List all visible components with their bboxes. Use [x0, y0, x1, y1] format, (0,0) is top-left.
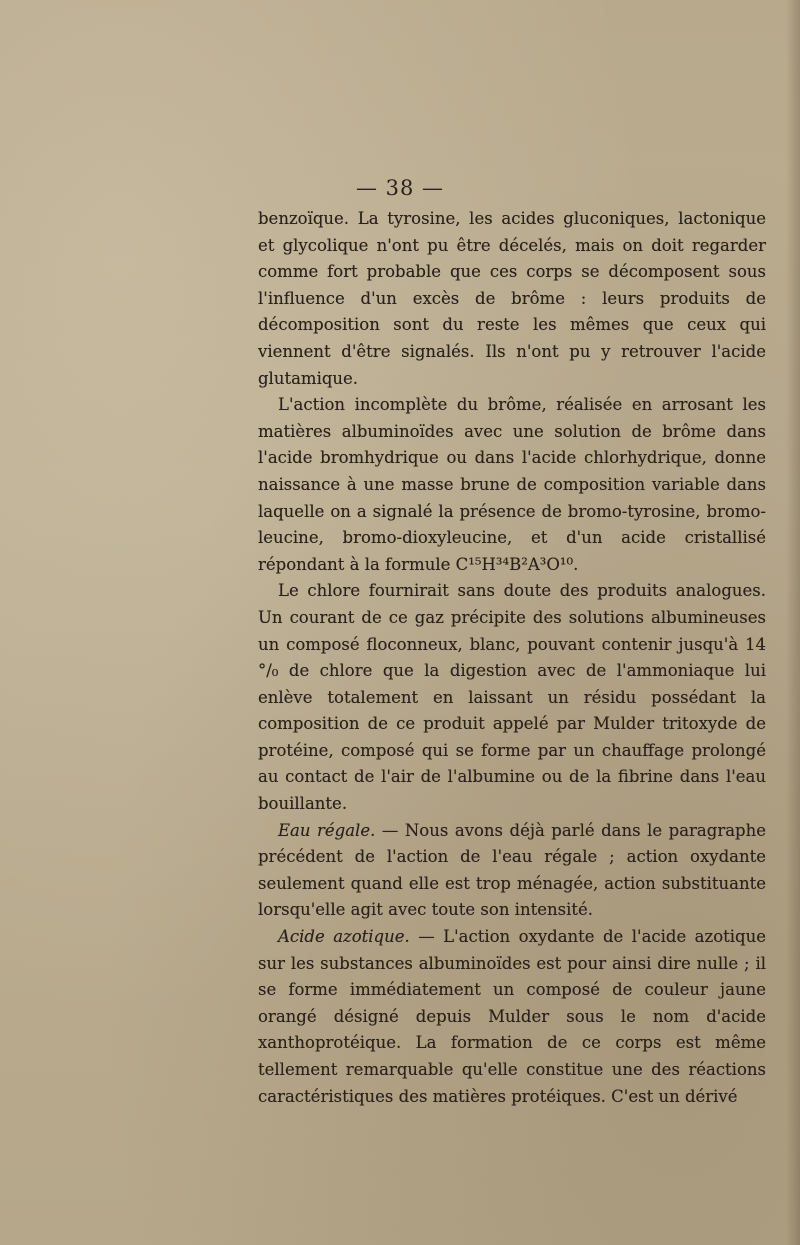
paragraph-5: [258, 924, 766, 1110]
paragraph-1-text: benzoïque. La tyrosine, les acides gluconiques, lactonique et glycolique n'ont pu être décelés, mais on doit regarder comme fort probable que ces corps se décomposent sous l'influence d'un excès de brôme : leurs produits de décomposition sont du reste les mêmes que ceux qui viennent d'être signalés. Ils n'ont pu y retrouver l'acide glutamique.: [258, 209, 766, 388]
paragraph-4-text: — Nous avons déjà parlé dans le paragraphe précédent de l'action de l'eau régale ; action oxydante seulement quand elle est trop ménagée, action substituante lorsqu'elle agit avec toute son intensité.: [258, 820, 767, 920]
paragraph-5-text: — L'action oxydante de l'acide azotique sur les substances albuminoïdes est pour ainsi dire nulle ; il se forme immédiatement un composé de couleur jaune orangé désigné depuis Mulder sous le nom d'acide xanthoprotéique. La formation de ce corps est même tellement remarquable qu'elle constitue une des réactions caractéristiques des matières protéiques. C'est un dérivé: [258, 927, 767, 1106]
paragraph-4: [258, 818, 766, 924]
page-body: [258, 206, 766, 1110]
paragraph-3: [258, 578, 766, 817]
paragraph-3-text: Le chlore fournirait sans doute des produits analogues. Un courant de ce gaz précipite des solutions albumineuses un composé floconneux, blanc, pouvant contenir jusqu'à 14 °/₀ de chlore que la digestion avec de l'ammoniaque lui enlève totalement en laissant un résidu possédant la composition de ce produit appelé par Mulder tritoxyde de protéine, composé qui se forme par un chauffage prolongé au contact de l'air de l'albumine ou de la fibrine dans l'eau bouillante.: [258, 581, 766, 814]
paragraph-2-text: L'action incomplète du brôme, réalisée en arrosant les matières albuminoïdes avec une solution de brôme dans l'acide bromhydrique ou dans l'acide chlorhydrique, donne naissance à une masse brune de composition variable dans laquelle on a signalé la présence de bromo-tyrosine, bromo-leucine, bromo-dioxyleucine, et d'un acide cristallisé répondant à la formule C¹⁵H³⁴B²A³O¹⁰.: [258, 395, 766, 574]
page-edge-shadow: [786, 0, 800, 1245]
paragraph-5-lead: Acide azotique.: [278, 927, 410, 947]
paragraph-2: [258, 392, 766, 578]
page-number: — 38 —: [355, 176, 445, 200]
paragraph-1: [258, 206, 766, 392]
paragraph-4-lead: Eau régale.: [278, 820, 376, 840]
